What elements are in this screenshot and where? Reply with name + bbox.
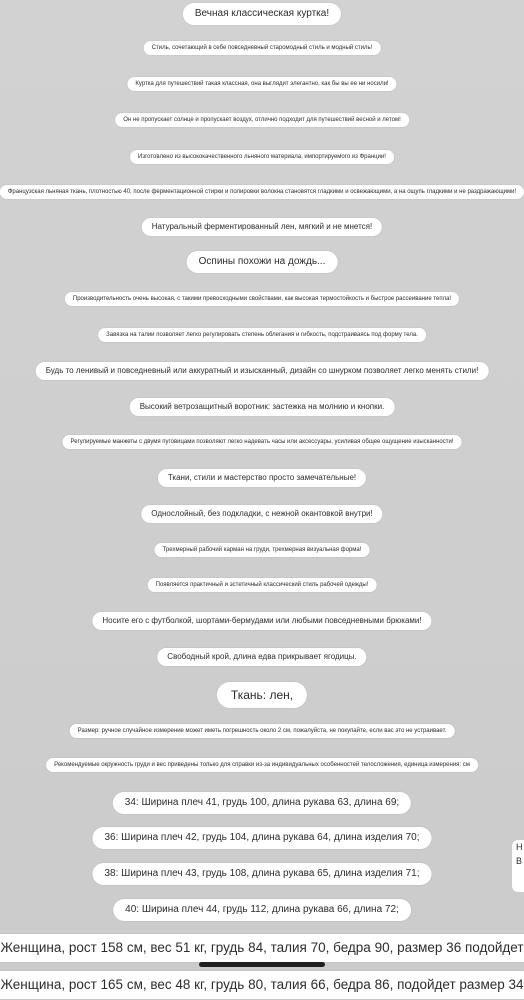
text-bubble-9: Производительность очень высокая, с такими превосходными свойствами, как высокая термостойкость и быстрое рассеивание тепла! [65, 292, 459, 306]
model-info-bubble-1: Женщина, рост 158 см, вес 51 кг, грудь 84, талия 70, бедра 90, размер 36 подойдет [0, 934, 524, 962]
text-bubble-2: Стиль, сочетающий в себе повседневный старомодный стиль и модный стиль! [144, 41, 381, 55]
text-bubble-16: Трехмерный рабочий карман на груди, трехмерная визуальная форма! [155, 543, 370, 557]
text-bubble-18: Носите его с футболкой, шортами-бермудами или любыми повседневными брюками! [92, 612, 431, 630]
text-bubble-3: Куртка для путешествий такая классная, она выглядит элегантно, как бы вы ее ни носили! [127, 77, 396, 91]
home-indicator-bar[interactable] [199, 962, 325, 967]
size-bubble-40: 40: Ширина плеч 44, грудь 112, длина рукава 66, длина 72; [113, 899, 411, 921]
text-bubble-8: Оспины похожи на дождь... [187, 251, 338, 273]
size-bubble-38: 38: Ширина плеч 43, грудь 108, длина рукава 65, длина изделия 71; [92, 863, 431, 885]
text-bubble-19: Свободный крой, длина едва прикрывает ягодицы. [157, 648, 366, 666]
size-bubble-36: 36: Ширина плеч 42, грудь 104, длина рукава 64, длина изделия 70; [92, 827, 431, 849]
side-card-line-1: Н [516, 842, 523, 852]
text-bubble-22: Рекомендуемые окружность груди и вес приведены только для справки из-за индивидуальных особенностей телосложения, единица измерения: см [46, 758, 478, 772]
text-bubble-7: Натуральный ферментированный лен, мягкий и не мнется! [142, 218, 382, 236]
text-bubble-21: Размер: ручное случайное измерение может иметь погрешность около 2 см, пожалуйста, не покупайте, если вас это не устраивает. [70, 724, 455, 738]
side-peek-card[interactable] [512, 840, 524, 892]
text-bubble-11: Будь то ленивый и повседневный или аккуратный и изысканный, дизайн со шнурком позволяет легко менять стили! [36, 362, 489, 380]
text-bubble-1: Вечная классическая куртка! [183, 3, 341, 25]
size-bubble-34: 34: Ширина плеч 41, грудь 100, длина рукава 63, длина 69; [113, 792, 411, 814]
text-bubble-15: Однослойный, без подкладки, с нежной окантовкой внутри! [141, 505, 382, 523]
text-bubble-20: Ткань: лен, [217, 682, 307, 708]
text-bubble-5: Изготовлено из высококачественного льняного материала, импортируемого из Франции! [130, 150, 394, 164]
text-bubble-4: Он не пропускает солнце и пропускает воздух, отлично подходит для путешествий весной и летом! [115, 113, 409, 127]
text-bubble-10: Завязка на талии позволяет легко регулировать степень облегания и гибкость, подстраиваясь под форму тела. [98, 328, 426, 342]
text-bubble-13: Регулируемые манжеты с двумя пуговицами позволяют легко надевать часы или аксессуары, усиливая общее ощущение изысканности! [62, 435, 461, 449]
side-card-line-2: В [516, 856, 523, 866]
text-bubble-12: Высокий ветрозащитный воротник: застежка на молнию и кнопки. [130, 398, 395, 416]
model-info-bubble-2: Женщина, рост 165 см, вес 48 кг, грудь 80, талия 66, бедра 86, подойдет размер 34 [0, 971, 524, 999]
text-bubble-14: Ткани, стили и мастерство просто замечательные! [158, 469, 366, 487]
text-bubble-17: Появляется практичный и эстетичный классический стиль рабочей одежды! [148, 578, 377, 592]
text-bubble-6: Французская льняная ткань, плотностью 40, после ферментационной стирки и полировки волокна становятся гладкими и освежающими, а на ощупь гладкими и не раздражающими! [0, 185, 524, 199]
